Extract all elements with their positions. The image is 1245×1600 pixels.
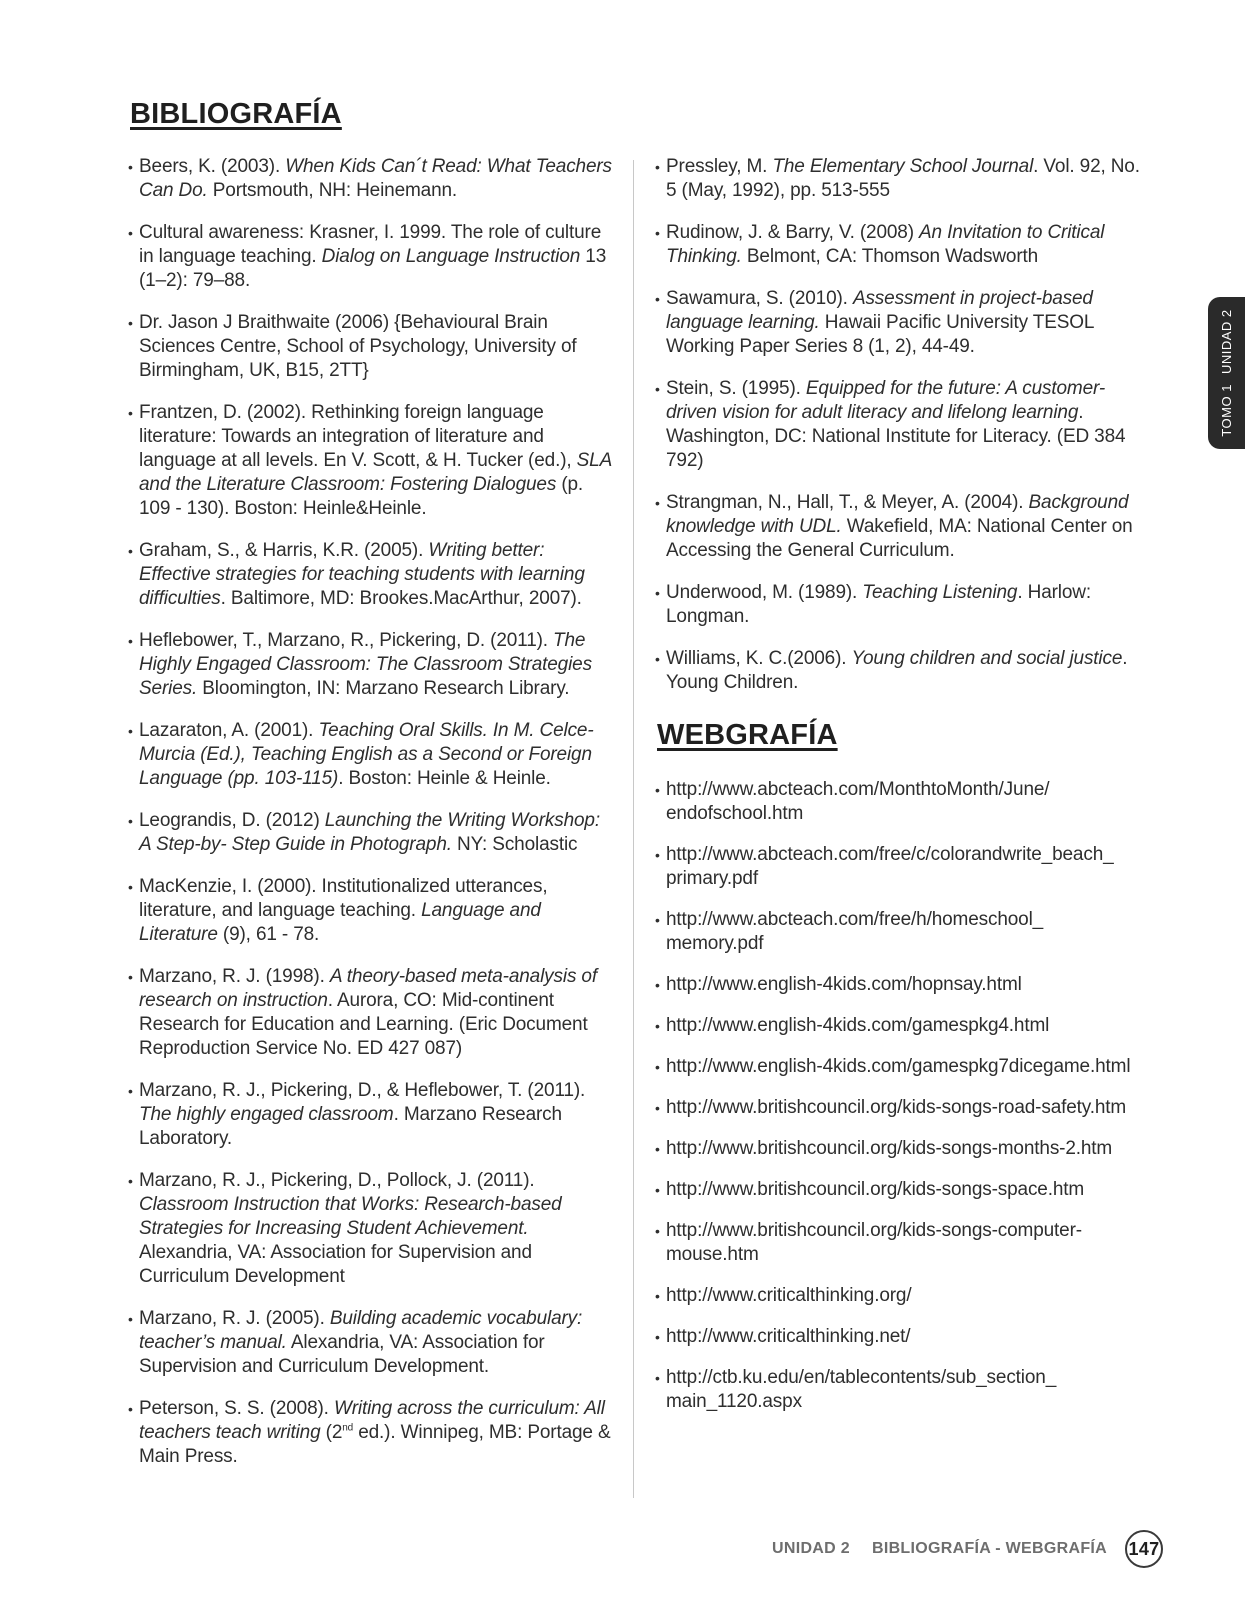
web-link-entry[interactable] — [655, 1096, 1143, 1120]
web-link-entry[interactable] — [655, 973, 1143, 997]
reference-text: Hawaii Pacific University TESOL Working Paper Series 8 (1, 2), 44-49. — [666, 312, 1094, 357]
reference-text: Williams, K. C.(2006). — [666, 648, 852, 669]
bullet-icon: • — [128, 159, 133, 175]
reference-title: A theory-based meta-analysis of research on instruction — [139, 966, 597, 1011]
reference-text: . Aurora, CO: Mid-continent Research for Education and Learning. (Eric Document Reproduction Service No. ED 427 087) — [139, 990, 588, 1059]
web-link-entry[interactable] — [655, 1284, 1143, 1308]
reference-entry — [128, 965, 613, 1061]
bullet-icon: • — [128, 1083, 133, 1099]
reference-title: Writing better: Effective strategies for teaching students with learning difficulties — [139, 540, 585, 609]
web-link-entry[interactable] — [655, 1055, 1143, 1079]
web-link-entry[interactable] — [655, 778, 1143, 826]
bullet-icon: • — [128, 969, 133, 985]
reference-entry — [128, 311, 613, 383]
reference-text: . Young Children. — [666, 648, 1128, 693]
reference-text: Portsmouth, NH: Heinemann. — [207, 180, 458, 201]
side-tab-tomo: TOMO 1 — [1219, 384, 1234, 437]
reference-text: Frantzen, D. (2002). Rethinking foreign language literature: Towards an integration of literature and language at all levels. En V. Scott, & H. Tucker (ed.), — [139, 402, 577, 471]
reference-entry — [655, 581, 1143, 629]
bullet-icon: • — [128, 543, 133, 559]
reference-text: (2 — [320, 1422, 343, 1443]
bullet-icon: • — [655, 159, 660, 175]
reference-title: Building academic vocabulary: teacher’s manual. — [139, 1308, 583, 1353]
bullet-icon: • — [655, 651, 660, 667]
reference-text: . Boston: Heinle & Heinle. — [338, 768, 551, 789]
web-link-text[interactable]: http://www.abcteach.com/MonthtoMonth/June/ endofschool.htm — [666, 779, 1050, 824]
reference-text: Bloomington, IN: Marzano Research Library. — [197, 678, 570, 699]
side-tab-unidad: UNIDAD 2 — [1219, 309, 1234, 375]
web-link-text[interactable]: http://www.abcteach.com/free/h/homeschool_ memory.pdf — [666, 909, 1044, 954]
web-link-text[interactable]: http://www.english-4kids.com/hopnsay.html — [666, 974, 1022, 995]
reference-entry — [128, 629, 613, 701]
bullet-icon: • — [655, 977, 660, 993]
reference-text: Heflebower, T., Marzano, R., Pickering, D. (2011). — [139, 630, 554, 651]
bullet-icon: • — [128, 405, 133, 421]
reference-title: The Elementary School Journal — [772, 156, 1034, 177]
web-link-text[interactable]: http://ctb.ku.edu/en/tablecontents/sub_section_ main_1120.aspx — [666, 1367, 1057, 1412]
reference-text: Marzano, R. J., Pickering, D., Pollock, J. (2011). — [139, 1170, 535, 1191]
page-number: 147 — [1125, 1530, 1163, 1568]
reference-text: 13 (1–2): 79–88. — [139, 246, 607, 291]
webography-heading: WEBGRAFÍA — [657, 719, 838, 751]
bullet-icon: • — [655, 912, 660, 928]
reference-title: When Kids Can´t Read: What Teachers Can Do. — [139, 156, 612, 201]
reference-text: Alexandria, VA: Association for Supervision and Curriculum Development — [139, 1242, 532, 1287]
bullet-icon: • — [655, 381, 660, 397]
reference-title: The highly engaged classroom — [139, 1104, 394, 1125]
reference-title: Assessment in project-based language learning. — [666, 288, 1093, 333]
bullet-icon: • — [655, 1018, 660, 1034]
reference-title: Equipped for the future: A customer-driven vision for adult literacy and lifelong learning — [666, 378, 1105, 423]
reference-entry — [128, 1307, 613, 1379]
bullet-icon: • — [655, 291, 660, 307]
web-link-entry[interactable] — [655, 1014, 1143, 1038]
bullet-icon: • — [655, 1100, 660, 1116]
bullet-icon: • — [128, 1401, 133, 1417]
bibliography-list-left — [128, 155, 613, 1487]
bullet-icon: • — [128, 225, 133, 241]
bibliography-list-right — [655, 155, 1143, 713]
bullet-icon: • — [655, 847, 660, 863]
web-link-entry[interactable] — [655, 1137, 1143, 1161]
reference-text: . Harlow: Longman. — [666, 582, 1091, 627]
reference-entry — [128, 719, 613, 791]
reference-text: . Baltimore, MD: Brookes.MacArthur, 2007). — [220, 588, 582, 609]
reference-text: ed.). Winnipeg, MB: Portage & Main Press. — [139, 1422, 611, 1467]
reference-text: Belmont, CA: Thomson Wadsworth — [741, 246, 1039, 267]
reference-entry — [655, 647, 1143, 695]
web-link-entry[interactable] — [655, 1325, 1143, 1349]
reference-text: Peterson, S. S. (2008). — [139, 1398, 334, 1419]
reference-text: Marzano, R. J. (2005). — [139, 1308, 330, 1329]
reference-title: SLA and the Literature Classroom: Fostering Dialogues — [139, 450, 612, 495]
reference-title: Classroom Instruction that Works: Research-based Strategies for Increasing Student Achievement. — [139, 1194, 562, 1239]
bullet-icon: • — [655, 1182, 660, 1198]
bullet-icon: • — [655, 225, 660, 241]
bullet-icon: • — [128, 813, 133, 829]
reference-entry — [128, 539, 613, 611]
web-link-text[interactable]: http://www.britishcouncil.org/kids-songs-months-2.htm — [666, 1138, 1113, 1159]
web-link-text[interactable]: http://www.abcteach.com/free/c/colorandwrite_beach_ primary.pdf — [666, 844, 1114, 889]
web-link-entry[interactable] — [655, 843, 1143, 891]
footer-section: BIBLIOGRAFÍA - WEBGRAFÍA — [871, 1540, 1107, 1557]
reference-text: Marzano, R. J. (1998). — [139, 966, 330, 987]
bullet-icon: • — [655, 1329, 660, 1345]
web-link-text[interactable]: http://www.english-4kids.com/gamespkg4.html — [666, 1015, 1050, 1036]
reference-title: Teaching Oral Skills. In M. Celce-Murcia (Ed.), Teaching English as a Second or Foreign Language (pp. 103-115) — [139, 720, 594, 789]
reference-text: Underwood, M. (1989). — [666, 582, 863, 603]
reference-title: Launching the Writing Workshop: A Step-by- Step Guide in Photograph. — [139, 810, 600, 855]
reference-entry — [655, 221, 1143, 269]
reference-text: Wakefield, MA: National Center on Accessing the General Curriculum. — [666, 516, 1133, 561]
reference-title: An Invitation to Critical Thinking. — [666, 222, 1105, 267]
web-link-text[interactable]: http://www.britishcouncil.org/kids-songs-space.htm — [666, 1179, 1085, 1200]
reference-text: Leograndis, D. (2012) — [139, 810, 325, 831]
reference-text: nd — [342, 1422, 354, 1434]
page-footer — [772, 1530, 1163, 1568]
side-tab-text — [1208, 297, 1245, 449]
reference-title: Writing across the curriculum: All teachers teach writing — [139, 1398, 605, 1443]
reference-entry — [128, 1169, 613, 1289]
reference-text: (9), 61 - 78. — [217, 924, 320, 945]
reference-title: Background knowledge with UDL. — [666, 492, 1129, 537]
bullet-icon: • — [128, 1173, 133, 1189]
web-link-entry[interactable] — [655, 1366, 1143, 1414]
bullet-icon: • — [655, 1141, 660, 1157]
bibliography-heading: BIBLIOGRAFÍA — [130, 98, 342, 130]
reference-title: Dialog on Language Instruction — [321, 246, 581, 267]
bullet-icon: • — [655, 495, 660, 511]
bullet-icon: • — [128, 1311, 133, 1327]
bullet-icon: • — [655, 1370, 660, 1386]
reference-text: . Vol. 92, No. 5 (May, 1992), pp. 513-555 — [666, 156, 1140, 201]
reference-text: NY: Scholastic — [451, 834, 578, 855]
reference-text: . Washington, DC: National Institute for Literacy. (ED 384 792) — [666, 402, 1126, 471]
reference-text: Pressley, M. — [666, 156, 773, 177]
reference-entry — [128, 809, 613, 857]
reference-text: MacKenzie, I. (2000). Institutionalized utterances, literature, and language teaching. — [139, 876, 548, 921]
reference-entry — [655, 377, 1143, 473]
reference-text: Cultural awareness: Krasner, I. 1999. The role of culture in language teaching. — [139, 222, 602, 267]
reference-text: Rudinow, J. & Barry, V. (2008) — [666, 222, 920, 243]
reference-entry — [655, 491, 1143, 563]
bullet-icon: • — [655, 585, 660, 601]
web-link-text[interactable]: http://www.criticalthinking.net/ — [666, 1326, 911, 1347]
reference-text: Beers, K. (2003). — [139, 156, 286, 177]
reference-text: Alexandria, VA: Association for Supervision and Curriculum Development. — [139, 1332, 545, 1377]
reference-text: Strangman, N., Hall, T., & Meyer, A. (2004). — [666, 492, 1029, 513]
reference-entry — [655, 287, 1143, 359]
web-link-text[interactable]: http://www.britishcouncil.org/kids-songs-computer-mouse.htm — [666, 1220, 1082, 1265]
reference-text: (p. 109 - 130). Boston: Heinle&Heinle. — [139, 474, 584, 519]
bullet-icon: • — [128, 633, 133, 649]
reference-text: Sawamura, S. (2010). — [666, 288, 853, 309]
reference-entry — [128, 155, 613, 203]
web-link-text[interactable]: http://www.britishcouncil.org/kids-songs-road-safety.htm — [666, 1097, 1127, 1118]
reference-entry — [128, 221, 613, 293]
bullet-icon: • — [655, 1223, 660, 1239]
column-divider — [633, 160, 634, 1498]
reference-entry — [128, 1079, 613, 1151]
reference-entry — [128, 875, 613, 947]
reference-title: Young children and social justice — [851, 648, 1123, 669]
bullet-icon: • — [128, 315, 133, 331]
web-link-entry[interactable] — [655, 1178, 1143, 1202]
web-link-entry[interactable] — [655, 908, 1143, 956]
reference-entry — [655, 155, 1143, 203]
reference-text: Lazaraton, A. (2001). — [139, 720, 319, 741]
reference-entry — [128, 1397, 613, 1469]
reference-title: Language and Literature — [139, 900, 541, 945]
reference-text: . Marzano Research Laboratory. — [139, 1104, 562, 1149]
web-link-text[interactable]: http://www.english-4kids.com/gamespkg7dicegame.html — [666, 1056, 1131, 1077]
reference-entry — [128, 401, 613, 521]
bullet-icon: • — [128, 723, 133, 739]
side-tab — [1208, 297, 1245, 449]
web-link-entry[interactable] — [655, 1219, 1143, 1267]
reference-title: The Highly Engaged Classroom: The Classroom Strategies Series. — [139, 630, 592, 699]
web-link-text[interactable]: http://www.criticalthinking.org/ — [666, 1285, 912, 1306]
webography-list — [655, 778, 1143, 1431]
bullet-icon: • — [128, 879, 133, 895]
bullet-icon: • — [655, 1288, 660, 1304]
footer-unit: UNIDAD 2 — [772, 1540, 850, 1557]
reference-text: Marzano, R. J., Pickering, D., & Heflebower, T. (2011). — [139, 1080, 586, 1101]
bullet-icon: • — [655, 782, 660, 798]
bullet-icon: • — [655, 1059, 660, 1075]
reference-text: Graham, S., & Harris, K.R. (2005). — [139, 540, 429, 561]
reference-title: Teaching Listening — [862, 582, 1018, 603]
reference-text: Stein, S. (1995). — [666, 378, 806, 399]
reference-text: Dr. Jason J Braithwaite (2006) {Behavioural Brain Sciences Centre, School of Psychology, University of Birmingham, UK, B15, 2TT} — [139, 312, 577, 381]
